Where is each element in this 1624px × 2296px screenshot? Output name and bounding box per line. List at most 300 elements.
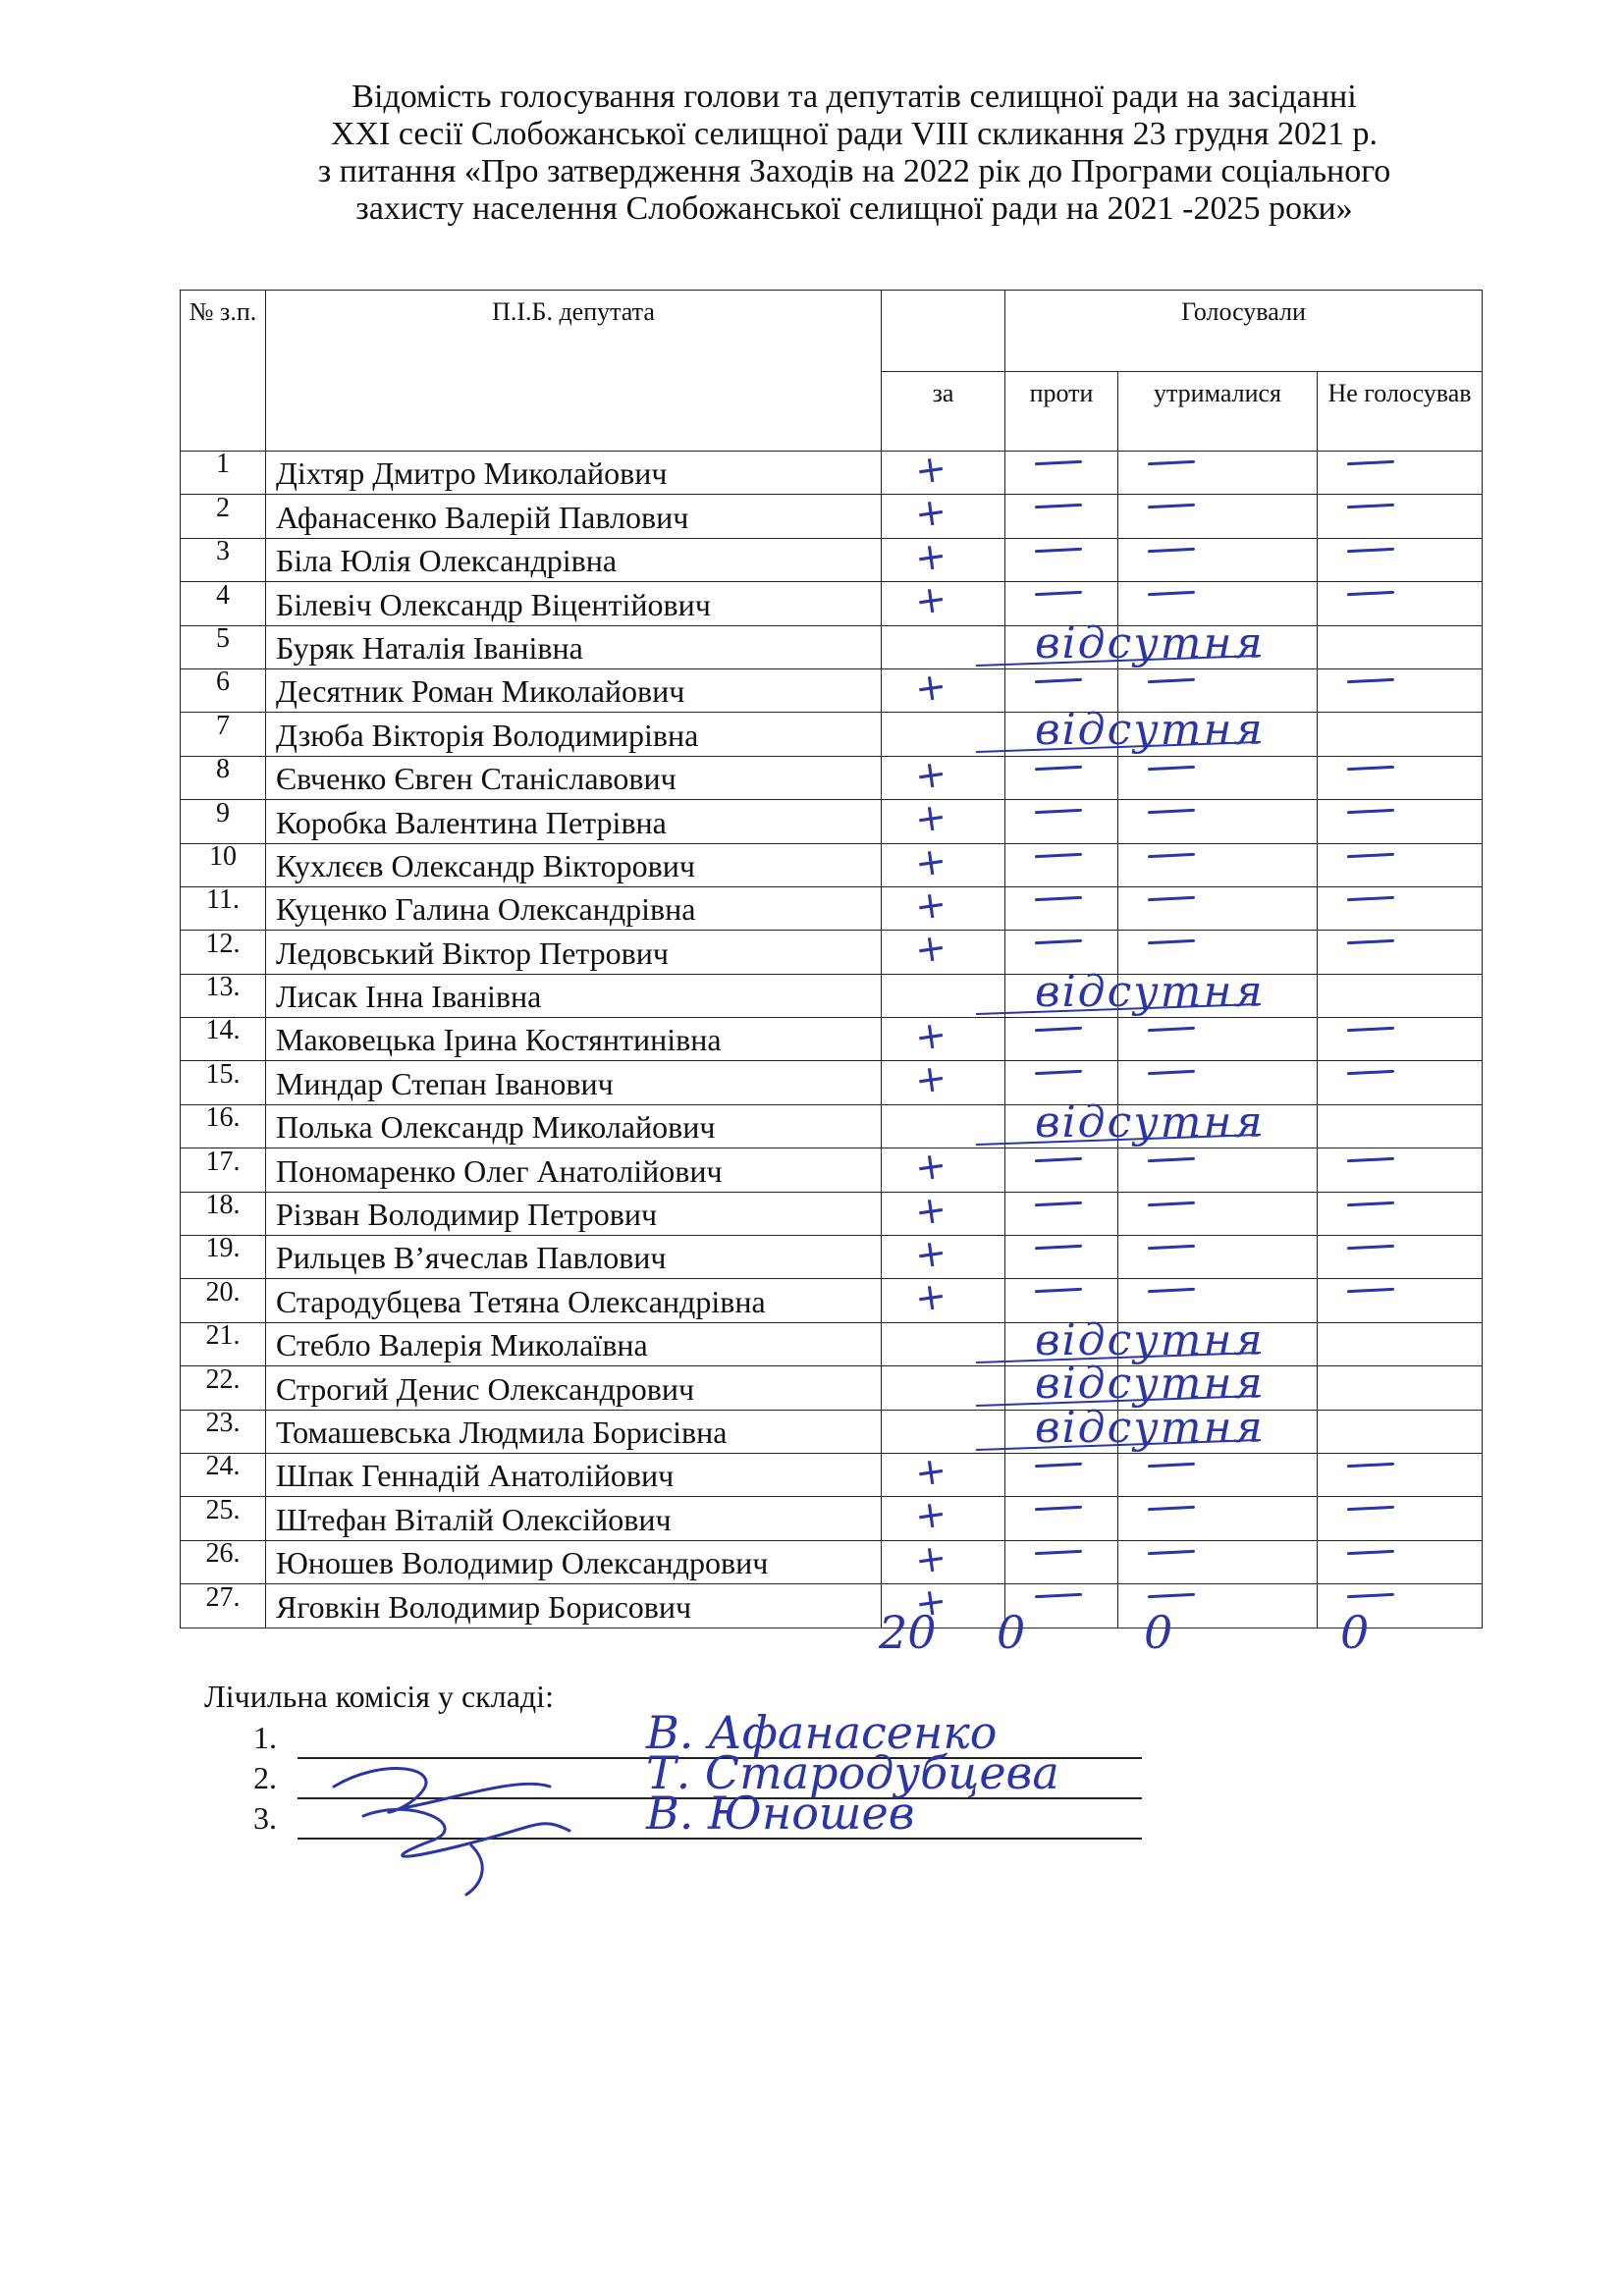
vote-plus-mark: + [912,663,949,711]
vote-notvoted-cell [1318,1540,1483,1583]
row-number [181,1453,266,1496]
vote-plus-mark: + [912,576,949,624]
row-number-text: 3 [216,536,230,567]
vote-notvoted-cell [1318,625,1483,668]
table-row [181,1148,1483,1192]
total-abstained: 0 [1144,1606,1173,1659]
vote-for-cell [882,794,1005,843]
deputy-name-text: Стародубцева Тетяна Олександрівна [276,1283,766,1319]
row-number-text: 14. [205,1015,241,1046]
vote-against-cell [1005,1540,1118,1583]
vote-dash-mark [1148,1506,1195,1512]
deputy-name [266,974,882,1017]
deputy-name-text: Стебло Валерія Миколаївна [276,1327,648,1363]
vote-dash-mark [1035,765,1082,771]
table-row [181,1236,1483,1279]
row-number [181,1058,266,1104]
row-number [181,538,266,581]
row-number [181,797,266,843]
vote-dash-mark [1347,1201,1394,1206]
row-number [181,622,266,668]
deputy-name [266,1540,882,1583]
deputy-name-text: Маковецька Ірина Костянтинівна [276,1022,722,1058]
vote-notvoted-cell [1318,1410,1483,1453]
vote-dash-mark [1035,896,1082,902]
vote-against-cell [1005,495,1118,538]
row-number-text: 5 [216,622,230,654]
vote-dash-mark [1148,939,1195,945]
deputy-name-text: Миндар Степан Іванович [276,1065,614,1101]
vote-notvoted-cell [1318,974,1483,1017]
vote-plus-mark: + [912,1491,949,1539]
vote-dash-mark [1148,548,1195,554]
header-row-1 [181,291,1483,372]
total-notvoted: 0 [1340,1606,1370,1659]
vote-dash-mark [1347,1593,1394,1599]
row-number-text: 19. [205,1233,241,1264]
member-signature: Т. Стародубцева [646,1746,1059,1799]
vote-notvoted-cell [1318,1322,1483,1365]
absent-mark: відсутня [1035,966,1265,1017]
deputy-name [266,800,882,843]
absent-mark: відсутня [1035,617,1265,668]
absent-mark: відсутня [1035,705,1265,756]
deputy-name-text: Десятник Роман Миколайович [276,673,685,710]
deputy-name-text: Пономаренко Олег Анатолійович [276,1152,723,1189]
header-against: проти [1005,372,1118,452]
deputy-name [266,1148,882,1192]
vote-notvoted-cell [1318,1148,1483,1192]
vote-for-cell [882,1186,1005,1235]
deputy-name [266,538,882,581]
deputy-name-text: Куценко Галина Олександрівна [276,891,696,928]
vote-dash-mark [1347,460,1394,466]
vote-dash-mark [1035,1506,1082,1512]
deputy-name-text: Яговкін Володимир Борисович [276,1588,692,1625]
vote-notvoted-cell [1318,1018,1483,1061]
deputy-name [266,452,882,495]
vote-plus-mark: + [912,1534,949,1582]
deputy-name-text: Афанасенко Валерій Павлович [276,499,689,535]
row-number-text: 15. [205,1058,241,1090]
vote-dash-mark [1035,1463,1082,1468]
vote-dash-mark [1347,809,1394,815]
deputy-name [266,713,882,756]
deputy-name-text: Біла Юлія Олександрівна [276,543,618,579]
vote-dash-mark [1035,548,1082,554]
row-number [181,579,266,625]
vote-dash-mark [1035,852,1082,858]
vote-for-cell [882,1410,1005,1453]
vote-dash-mark [1148,460,1195,466]
deputy-name [266,756,882,799]
vote-abstained-cell [1118,495,1318,538]
heading-line-3: з питання «Про затвердження Заходів на 2022 рік до Програми соціального [317,153,1391,189]
commission-label: Лічильна комісія у складі: [204,1679,554,1714]
member-number: 3. [253,1800,277,1836]
row-number [181,1148,266,1192]
table-row [181,1192,1483,1235]
vote-abstained-cell [1118,1453,1318,1496]
vote-dash-mark [1035,678,1082,684]
vote-dash-mark [1347,1157,1394,1163]
handwritten-signature-scribble [324,1747,599,1904]
header-blank [882,291,1005,372]
vote-dash-mark [1347,896,1394,902]
row-number [181,1540,266,1583]
row-number [181,449,266,495]
vote-dash-mark [1347,1288,1394,1294]
vote-dash-mark [1347,678,1394,684]
deputy-name [266,1410,882,1453]
row-number-text: 21. [205,1320,241,1352]
vote-for-cell [882,1273,1005,1322]
absent-mark: відсутня [1035,1314,1265,1365]
vote-dash-mark [1148,1157,1195,1163]
vote-dash-mark [1347,591,1394,597]
vote-dash-mark [1035,591,1082,597]
vote-against-cell [1005,452,1118,495]
vote-plus-mark: + [912,925,949,973]
row-number [181,1192,266,1235]
vote-dash-mark [1148,1201,1195,1206]
vote-against-cell [1005,1192,1118,1235]
row-number [181,1322,266,1365]
table-row [181,1584,1483,1628]
vote-plus-mark: + [912,1230,949,1278]
vote-notvoted-cell [1318,1061,1483,1104]
deputy-name-text: Шпак Геннадій Анатолійович [276,1458,675,1494]
deputy-name [266,1366,882,1410]
vote-notvoted-cell [1318,1192,1483,1235]
vote-plus-mark: + [912,1273,949,1321]
vote-dash-mark [1148,1593,1195,1599]
vote-notvoted-cell [1318,1366,1483,1410]
vote-dash-mark [1035,939,1082,945]
row-number [181,1015,266,1061]
vote-dash-mark [1347,765,1394,771]
vote-for-cell [882,1366,1005,1410]
row-number-text: 18. [205,1190,241,1221]
vote-abstained-cell [1118,1236,1318,1279]
vote-dash-mark [1148,765,1195,771]
vote-abstained-cell [1118,1540,1318,1583]
vote-against-cell [1005,705,1265,756]
deputy-name [266,886,882,930]
vote-for-cell [882,663,1005,712]
deputy-name [266,582,882,625]
vote-notvoted-cell [1318,1236,1483,1279]
vote-dash-mark [1035,1070,1082,1076]
vote-abstained-cell [1118,1497,1318,1540]
member-signature: В. Афанасенко [646,1706,998,1759]
row-number-text: 13. [205,972,241,1003]
table-row [181,974,1483,1017]
deputy-name [266,495,882,538]
vote-for-cell [882,489,1005,538]
table-row [181,800,1483,843]
vote-against-cell [1005,843,1118,886]
vote-for-cell [882,1491,1005,1540]
heading-line-2: XXI сесії Слобожанської селищної ради VIII скликання 23 грудня 2021 р. [330,116,1379,152]
row-number [181,492,266,538]
row-number-text: 23. [205,1407,241,1438]
vote-dash-mark [1347,548,1394,554]
table-row [181,538,1483,581]
deputy-name [266,1322,882,1365]
row-number-text: 12. [205,928,241,959]
absent-mark: відсутня [1035,1402,1265,1453]
deputy-name-text: Дзюба Вікторія Володимирівна [276,717,699,753]
row-number-text: 2 [216,492,230,523]
vote-dash-mark [1148,1245,1195,1251]
vote-dash-mark [1035,460,1082,466]
vote-abstained-cell [1118,756,1318,799]
deputy-name-text: Томашевська Людмила Борисівна [276,1414,728,1450]
vote-dash-mark [1148,896,1195,902]
member-number: 1. [253,1720,277,1755]
row-number [181,1407,266,1453]
deputy-name [266,843,882,886]
vote-dash-mark [1148,504,1195,509]
vote-dash-mark [1148,1550,1195,1556]
vote-for-cell [882,925,1005,974]
table-row [181,1018,1483,1061]
row-number-text: 6 [216,667,230,698]
vote-notvoted-cell [1318,1497,1483,1540]
vote-notvoted-cell [1318,931,1483,974]
vote-notvoted-cell [1318,538,1483,581]
vote-notvoted-cell [1318,843,1483,886]
vote-abstained-cell [1118,538,1318,581]
deputy-name-text: Білевіч Олександр Віцентійович [276,586,711,622]
vote-dash-mark [1148,809,1195,815]
vote-plus-mark: + [912,1186,949,1234]
row-number [181,886,266,930]
row-number-text: 8 [216,754,230,785]
deputy-name-text: Ледовський Віктор Петрович [276,934,669,971]
vote-notvoted-cell [1318,668,1483,712]
row-number-text: 20. [205,1276,241,1308]
vote-dash-mark [1148,591,1195,597]
vote-against-cell [1005,1018,1118,1061]
vote-abstained-cell [1118,452,1318,495]
heading-line-1: Відомість голосування голови та депутатів селищної ради на засіданні [352,79,1357,115]
vote-dash-mark [1347,1506,1394,1512]
vote-dash-mark [1148,1027,1195,1033]
deputy-name-text: Рильцев В’ячеслав Павлович [276,1240,667,1276]
row-number-text: 22. [205,1363,241,1395]
vote-plus-mark: + [912,1447,949,1495]
heading-line-4: захисту населення Слобожанської селищної ради на 2021 -2025 роки» [355,190,1353,227]
vote-plus-mark: + [912,489,949,537]
row-number-text: 16. [205,1102,241,1134]
deputy-name [266,668,882,712]
deputy-name [266,1192,882,1235]
vote-dash-mark [1148,1288,1195,1294]
vote-for-cell [882,713,1005,756]
row-number-text: 4 [216,579,230,611]
table-row [181,1453,1483,1496]
deputy-name [266,1453,882,1496]
vote-for-cell [882,1143,1005,1192]
vote-dash-mark [1347,939,1394,945]
vote-against-cell [1005,966,1265,1017]
deputy-name [266,1236,882,1279]
row-number [181,928,266,974]
table-row [181,1061,1483,1104]
header-for: за [882,372,1005,452]
vote-dash-mark [1347,1550,1394,1556]
vote-notvoted-cell [1318,800,1483,843]
vote-notvoted-cell [1318,452,1483,495]
table-row [181,713,1483,756]
vote-for-cell [882,837,1005,886]
vote-plus-mark: + [912,881,949,929]
vote-notvoted-cell [1318,495,1483,538]
vote-against-cell [1005,1453,1118,1496]
vote-for-cell [882,625,1005,668]
header-name: П.І.Б. депутата [266,291,882,452]
vote-dash-mark [1035,1550,1082,1556]
deputy-name [266,1279,882,1322]
vote-plus-mark: + [912,1578,949,1627]
vote-dash-mark [1148,1463,1195,1468]
deputy-name-text: Діхтяр Дмитро Миколайович [276,455,668,492]
row-number [181,1276,266,1322]
table-row [181,452,1483,495]
vote-dash-mark [1148,1070,1195,1076]
member-number: 2. [253,1760,277,1795]
table-row [181,1497,1483,1540]
table-row [181,886,1483,930]
vote-dash-mark [1035,1288,1082,1294]
deputy-name-text: Строгий Денис Олександрович [276,1370,695,1407]
vote-notvoted-cell [1318,582,1483,625]
vote-abstained-cell [1118,1148,1318,1192]
vote-notvoted-cell [1318,886,1483,930]
vote-abstained-cell [1118,886,1318,930]
row-number-text: 10 [209,840,237,872]
total-against: 0 [997,1606,1026,1659]
vote-dash-mark [1035,809,1082,815]
deputy-name-text: Штефан Віталій Олексійович [276,1501,672,1537]
vote-notvoted-cell [1318,756,1483,799]
row-number [181,1581,266,1628]
table-row [181,1322,1483,1365]
total-for: 20 [879,1606,937,1659]
table-row [181,843,1483,886]
deputy-name-text: Лисак Інна Іванівна [276,979,542,1015]
deputy-name-text: Буряк Наталія Іванівна [276,629,583,666]
vote-abstained-cell [1118,1018,1318,1061]
vote-abstained-cell [1118,1192,1318,1235]
absent-mark: відсутня [1035,1096,1265,1148]
vote-dash-mark [1035,1027,1082,1033]
vote-against-cell [1005,1236,1118,1279]
header-notvoted: Не голосував [1318,372,1483,452]
deputy-name [266,1497,882,1540]
vote-notvoted-cell [1318,1453,1483,1496]
deputy-name [266,1104,882,1148]
table-row [181,1366,1483,1410]
vote-against-cell [1005,1148,1118,1192]
row-number [181,1363,266,1410]
vote-plus-mark: + [912,532,949,580]
vote-dash-mark [1347,1245,1394,1251]
deputy-name [266,931,882,974]
vote-plus-mark: + [912,837,949,885]
row-number-text: 11. [206,884,240,916]
vote-against-cell [1005,538,1118,581]
row-number-text: 25. [205,1494,241,1525]
vote-plus-mark: + [912,1143,949,1191]
vote-for-cell [882,576,1005,625]
vote-plus-mark: + [912,794,949,842]
vote-notvoted-cell [1318,713,1483,756]
vote-plus-mark: + [912,1055,949,1103]
deputy-name [266,1061,882,1104]
deputy-name-text: Кухлєєв Олександр Вікторович [276,847,695,883]
deputy-name [266,625,882,668]
vote-dash-mark [1148,678,1195,684]
row-number [181,1104,266,1148]
row-number-text: 26. [205,1538,241,1570]
vote-dash-mark [1347,1463,1394,1468]
header-num: № з.п. [181,291,266,452]
vote-dash-mark [1035,1245,1082,1251]
table-row [181,1410,1483,1453]
table-row [181,931,1483,974]
table-row [181,668,1483,712]
deputy-name [266,1018,882,1061]
deputy-name-text: Коробка Валентина Петрівна [276,804,667,840]
vote-against-cell [1005,617,1265,668]
vote-plus-mark: + [912,750,949,798]
vote-abstained-cell [1118,843,1318,886]
row-number [181,1233,266,1279]
table-row [181,1104,1483,1148]
vote-plus-mark: + [912,445,949,494]
header-abstained: утрималися [1118,372,1318,452]
row-number [181,840,266,886]
vote-against-cell [1005,756,1118,799]
table-row [181,625,1483,668]
deputy-name-text: Євченко Євген Станіславович [276,761,677,797]
row-number-text: 17. [205,1146,241,1177]
document-heading [118,79,1591,228]
member-signature: В. Юношев [646,1787,915,1840]
vote-dash-mark [1035,1593,1082,1599]
vote-plus-mark: + [912,1012,949,1060]
vote-against-cell [1005,886,1118,930]
vote-dash-mark [1347,504,1394,509]
row-number [181,1494,266,1540]
row-number [181,974,266,1017]
voting-table [180,290,1483,1629]
vote-against-cell [1005,1096,1265,1148]
row-number [181,756,266,799]
deputy-name-text: Різван Володимир Петрович [276,1197,658,1233]
vote-against-cell [1005,1497,1118,1540]
vote-notvoted-cell [1318,1104,1483,1148]
row-number [181,668,266,712]
row-number-text: 9 [216,797,230,828]
vote-notvoted-cell [1318,1279,1483,1322]
row-number-text: 7 [216,710,230,741]
table-row [181,1279,1483,1322]
absent-mark: відсутня [1035,1359,1265,1410]
